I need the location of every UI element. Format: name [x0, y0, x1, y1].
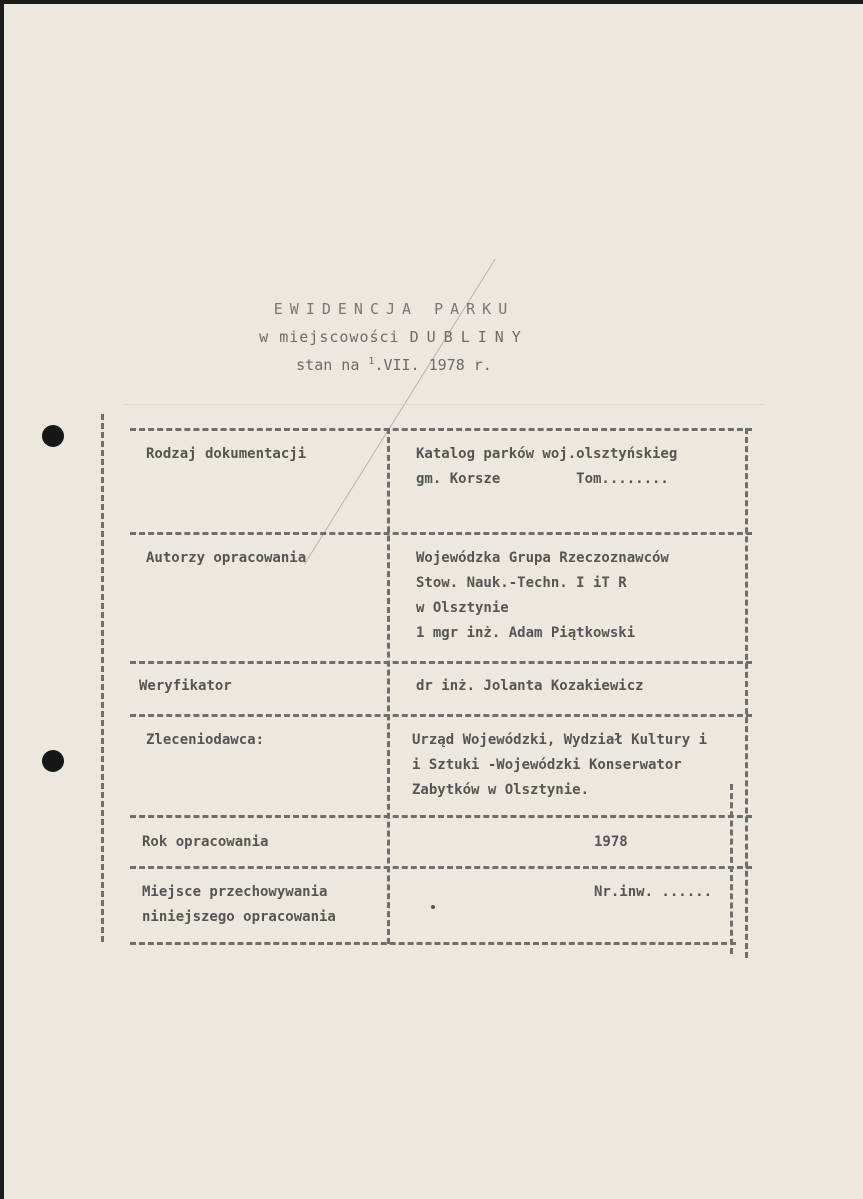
date-day: 1	[368, 356, 375, 367]
punch-hole-bottom	[42, 750, 64, 772]
row-value-verifier: dr inż. Jolanta Kozakiewicz	[416, 678, 644, 694]
table-row-divider	[130, 815, 752, 818]
ink-speck	[431, 905, 435, 909]
value-line: i Sztuki -Wojewódzki Konserwator	[412, 757, 682, 773]
value-line: Urząd Wojewódzki, Wydział Kultury i	[412, 732, 708, 748]
row-label-authors: Autorzy opracowania	[146, 550, 307, 566]
row-label-storage-location	[142, 880, 336, 930]
date-rest: .VII. 1978 r.	[374, 356, 492, 374]
table-row-divider	[130, 714, 752, 717]
value-line: w Olsztynie	[416, 600, 509, 616]
document-date-line	[174, 356, 614, 374]
value-line: Zabytków w Olsztynie.	[412, 782, 590, 798]
value-line: gm. Korsze Tom........	[416, 471, 669, 487]
value-line: Katalog parków woj.olsztyńskieg	[416, 446, 678, 462]
location-name: DUBLINY	[409, 328, 529, 346]
paper-crease	[124, 404, 764, 405]
row-value-authors	[416, 546, 669, 646]
location-prefix: w miejscowości	[259, 328, 400, 346]
row-label-documentation-type: Rodzaj dokumentacji	[146, 446, 307, 462]
document-location-line	[174, 328, 614, 346]
label-line: niniejszego opracowania	[142, 909, 336, 925]
document-page	[4, 4, 863, 1199]
table-right-border	[745, 428, 748, 958]
row-value-documentation-type	[416, 442, 677, 492]
value-line: Wojewódzka Grupa Rzeczoznawców	[416, 550, 669, 566]
table-row-divider	[130, 866, 752, 869]
value-line: 1 mgr inż. Adam Piątkowski	[416, 625, 636, 641]
row-value-commissioner	[412, 728, 707, 803]
date-prefix: stan na	[296, 356, 360, 374]
table-top-border	[130, 428, 752, 431]
row-label-year: Rok opracowania	[142, 834, 269, 850]
punch-hole-top	[42, 425, 64, 447]
table-right-inner-line	[730, 784, 733, 954]
row-value-inventory-number: Nr.inw. ......	[594, 884, 713, 900]
table-row-divider	[130, 661, 752, 664]
table-row-divider	[130, 532, 752, 535]
label-line: Miejsce przechowywania	[142, 884, 328, 900]
row-label-commissioner: Zleceniodawca:	[146, 732, 265, 748]
row-label-verifier: Weryfikator	[139, 678, 232, 694]
table-bottom-border	[130, 942, 736, 945]
value-line: Stow. Nauk.-Techn. I iT R	[416, 575, 627, 591]
document-title: EWIDENCJA PARKU	[273, 300, 515, 318]
row-value-year: 1978	[594, 834, 628, 850]
table-left-border	[101, 414, 104, 942]
